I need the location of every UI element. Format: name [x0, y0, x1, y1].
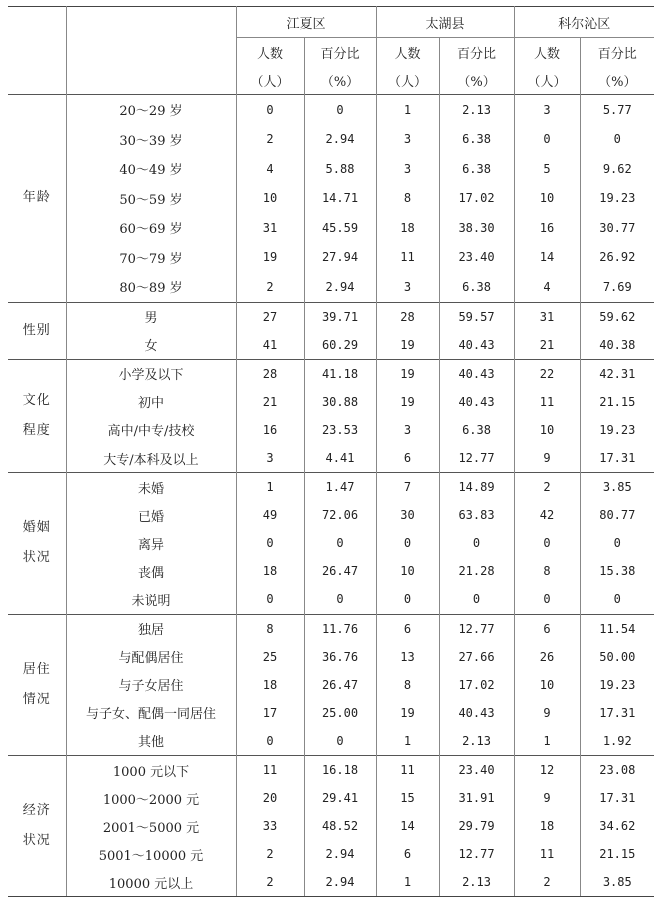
percent-cell: 23.08: [580, 756, 654, 785]
table-row: [8, 727, 654, 756]
percent-cell: 39.71: [304, 302, 376, 331]
count-cell: 3: [376, 154, 439, 184]
percent-cell: 80.77: [599, 508, 636, 523]
subcategory-label: 离异: [66, 529, 236, 557]
subcategory-label: 独居: [66, 614, 236, 643]
count-cell: 16: [236, 416, 304, 444]
subcategory-label: 初中: [66, 388, 236, 416]
count-cell: 3: [376, 272, 439, 302]
count-cell: 6: [376, 444, 439, 473]
percent-cell: 30.77: [599, 220, 636, 235]
count-cell: 9: [514, 444, 580, 473]
percent-cell: 48.52: [304, 812, 376, 840]
percent-cell: 59.57: [439, 302, 514, 331]
count-cell: 1: [514, 727, 580, 756]
count-header: 人数: [236, 38, 304, 67]
percent-cell: 12.77: [439, 444, 514, 473]
percent-cell: 4.41: [304, 444, 376, 473]
percent-cell: 30.88: [304, 388, 376, 416]
count-cell: 19: [236, 243, 304, 273]
table-row: [8, 359, 654, 388]
count-cell: 10: [514, 671, 580, 699]
count-cell: 31: [514, 302, 580, 331]
table-row: [8, 557, 654, 585]
percent-cell: 21.28: [439, 557, 514, 585]
count-cell: 1: [236, 473, 304, 502]
table-row: [8, 585, 654, 614]
table-row: [8, 416, 654, 444]
percent-unit: （%）: [439, 66, 514, 95]
category-label: [8, 95, 66, 303]
percent-cell: 42.31: [580, 359, 654, 388]
count-cell: 11: [514, 840, 580, 868]
count-cell: 8: [376, 671, 439, 699]
percent-cell: 17.02: [439, 184, 514, 214]
percent-cell: 26.47: [304, 671, 376, 699]
table-row: [8, 444, 654, 473]
percent-cell: 12.77: [439, 614, 514, 643]
table-row: [8, 272, 654, 302]
percent-cell: 27.94: [304, 243, 376, 273]
percent-cell: 15.38: [599, 564, 636, 579]
percent-cell: 2.13: [439, 95, 514, 125]
percent-cell: 0: [613, 536, 621, 551]
percent-cell: 19.23: [599, 422, 636, 437]
percent-cell: 45.59: [304, 213, 376, 243]
table-body: [8, 95, 654, 897]
header-blank-cell: [8, 7, 66, 95]
percent-cell: 5.88: [304, 154, 376, 184]
table-row: [8, 154, 654, 184]
count-unit: （人）: [376, 66, 439, 95]
category-label-line: 年龄: [22, 190, 51, 206]
percent-cell: 6.38: [439, 154, 514, 184]
demographics-table: [8, 6, 654, 897]
count-cell: 8: [236, 614, 304, 643]
subcategory-label: 小学及以下: [66, 359, 236, 388]
subcategory-label: 未婚: [66, 473, 236, 502]
count-cell: 0: [236, 529, 304, 557]
count-cell: 17: [236, 699, 304, 727]
count-cell: 2: [514, 868, 580, 897]
table-row: [8, 243, 654, 273]
percent-cell: 21.15: [599, 847, 636, 862]
percent-cell: 12.77: [439, 840, 514, 868]
count-cell: 15: [376, 784, 439, 812]
region-header: 江夏区: [236, 7, 376, 38]
percent-header: 百分比: [439, 38, 514, 67]
percent-cell: 0: [304, 585, 376, 614]
count-cell: 0: [236, 95, 304, 125]
count-cell: 3: [376, 416, 439, 444]
percent-cell: 40.43: [439, 388, 514, 416]
percent-cell: 19.23: [599, 677, 636, 692]
count-cell: 0: [236, 727, 304, 756]
percent-cell: 17.31: [599, 791, 636, 806]
category-label-line: 文化: [22, 392, 51, 408]
table-row: [8, 473, 654, 502]
count-cell: 2: [236, 125, 304, 155]
percent-cell: 23.40: [439, 756, 514, 785]
category-label-line: 经济: [22, 803, 51, 819]
percent-cell: 23.40: [439, 243, 514, 273]
category-label: [8, 359, 66, 472]
subcategory-label: 30～39 岁: [66, 125, 236, 155]
count-cell: 27: [236, 302, 304, 331]
percent-cell: 26.47: [304, 557, 376, 585]
count-cell: 7: [376, 473, 439, 502]
percent-cell: 2.94: [304, 868, 376, 897]
subcategory-label: 80～89 岁: [66, 272, 236, 302]
percent-cell: 2.13: [439, 868, 514, 897]
percent-header: 百分比: [597, 46, 637, 62]
count-unit: （人）: [514, 66, 580, 95]
count-header: 人数: [376, 38, 439, 67]
count-cell: 0: [236, 585, 304, 614]
category-label-line: 性别: [22, 322, 51, 338]
percent-cell: 0: [304, 727, 376, 756]
subcategory-label: 10000 元以上: [66, 868, 236, 897]
count-cell: 16: [514, 213, 580, 243]
percent-cell: 6.38: [439, 416, 514, 444]
subcategory-label: 1000～2000 元: [66, 784, 236, 812]
percent-cell: 0: [304, 95, 376, 125]
subcategory-label: 其他: [66, 727, 236, 756]
count-cell: 19: [376, 359, 439, 388]
count-unit: （人）: [236, 66, 304, 95]
percent-cell: 40.43: [439, 359, 514, 388]
percent-cell: 23.53: [304, 416, 376, 444]
percent-cell: 9.62: [602, 161, 632, 176]
percent-cell: 59.62: [580, 302, 654, 331]
table-row: [8, 614, 654, 643]
count-cell: 30: [376, 501, 439, 529]
count-cell: 2: [514, 473, 580, 502]
percent-cell: 41.18: [304, 359, 376, 388]
count-cell: 3: [236, 444, 304, 473]
category-label: [8, 614, 66, 755]
percent-cell: 72.06: [304, 501, 376, 529]
table-row: [8, 812, 654, 840]
table-row: [8, 184, 654, 214]
subcategory-label: 大专/本科及以上: [66, 444, 236, 473]
category-label-line: 状况: [22, 833, 51, 849]
percent-cell: 2.94: [304, 125, 376, 155]
count-cell: 25: [236, 643, 304, 671]
count-cell: 0: [376, 529, 439, 557]
percent-cell: 31.91: [439, 784, 514, 812]
percent-cell: 38.30: [439, 213, 514, 243]
percent-cell: 2.94: [304, 272, 376, 302]
percent-cell: 3.85: [580, 868, 654, 897]
count-cell: 13: [376, 643, 439, 671]
count-cell: 2: [236, 272, 304, 302]
count-cell: 11: [376, 243, 439, 273]
percent-cell: 63.83: [439, 501, 514, 529]
subcategory-label: 50～59 岁: [66, 184, 236, 214]
percent-cell: 2.94: [304, 840, 376, 868]
percent-cell: 14.89: [439, 473, 514, 502]
category-label-line: 情况: [22, 691, 51, 707]
percent-cell: 0: [304, 529, 376, 557]
count-cell: 14: [514, 243, 580, 273]
percent-cell: 2.13: [439, 727, 514, 756]
count-cell: 0: [376, 585, 439, 614]
count-cell: 19: [376, 699, 439, 727]
percent-cell: 26.92: [599, 250, 636, 265]
count-cell: 10: [514, 184, 580, 214]
table-row: [8, 868, 654, 897]
count-cell: 10: [236, 184, 304, 214]
count-cell: 6: [376, 840, 439, 868]
count-cell: 31: [236, 213, 304, 243]
subcategory-label: 40～49 岁: [66, 154, 236, 184]
count-cell: 8: [514, 557, 580, 585]
percent-cell: 11.76: [304, 614, 376, 643]
percent-cell: 1.92: [602, 733, 632, 748]
percent-cell: 3.85: [580, 473, 654, 502]
count-cell: 22: [514, 359, 580, 388]
category-label-line: 程度: [22, 422, 51, 438]
subcategory-label: 60～69 岁: [66, 213, 236, 243]
percent-cell: 40.43: [439, 699, 514, 727]
table-row: [8, 125, 654, 155]
category-label-line: 居住: [22, 661, 51, 677]
subcategory-label: 5001～10000 元: [66, 840, 236, 868]
table-row: [8, 671, 654, 699]
percent-cell: 25.00: [304, 699, 376, 727]
count-cell: 9: [514, 699, 580, 727]
percent-cell: 34.62: [599, 819, 636, 834]
count-cell: 8: [376, 184, 439, 214]
count-cell: 3: [376, 125, 439, 155]
count-cell: 0: [514, 529, 580, 557]
percent-header: 百分比: [304, 38, 376, 67]
percent-cell: 29.41: [304, 784, 376, 812]
table-row: [8, 331, 654, 360]
subcategory-label: 高中/中专/技校: [66, 416, 236, 444]
table-row: [8, 840, 654, 868]
percent-cell: 60.29: [304, 331, 376, 360]
count-cell: 19: [376, 388, 439, 416]
count-cell: 18: [376, 213, 439, 243]
count-cell: 11: [514, 388, 580, 416]
percent-cell: 7.69: [602, 279, 632, 294]
percent-cell: 17.31: [599, 451, 636, 466]
count-cell: 10: [514, 416, 580, 444]
subcategory-label: 20～29 岁: [66, 95, 236, 125]
count-cell: 18: [236, 671, 304, 699]
count-cell: 28: [236, 359, 304, 388]
category-label: [8, 473, 66, 614]
category-label-line: 婚姻: [22, 520, 51, 536]
percent-unit: （%）: [304, 66, 376, 95]
subcategory-label: 与子女居住: [66, 671, 236, 699]
percent-cell: 0: [613, 592, 621, 607]
percent-cell: 17.02: [439, 671, 514, 699]
table-row: [8, 784, 654, 812]
table-row: [8, 529, 654, 557]
percent-unit: （%）: [598, 74, 637, 90]
count-cell: 12: [514, 756, 580, 785]
count-cell: 11: [236, 756, 304, 785]
percent-cell: 36.76: [304, 643, 376, 671]
percent-cell: 17.31: [599, 705, 636, 720]
count-cell: 10: [376, 557, 439, 585]
count-cell: 28: [376, 302, 439, 331]
count-cell: 3: [514, 95, 580, 125]
count-cell: 4: [236, 154, 304, 184]
percent-cell: 16.18: [304, 756, 376, 785]
count-cell: 0: [514, 125, 580, 155]
count-cell: 1: [376, 727, 439, 756]
table-row: [8, 756, 654, 785]
count-cell: 4: [514, 272, 580, 302]
percent-cell: 14.71: [304, 184, 376, 214]
subcategory-label: 未说明: [66, 585, 236, 614]
count-cell: 21: [236, 388, 304, 416]
table-row: [8, 302, 654, 331]
subcategory-label: 与配偶居住: [66, 643, 236, 671]
percent-cell: 27.66: [439, 643, 514, 671]
count-cell: 19: [376, 331, 439, 360]
category-label: [8, 756, 66, 897]
count-cell: 20: [236, 784, 304, 812]
table-header: [8, 7, 654, 95]
count-cell: 42: [514, 501, 580, 529]
table-row: [8, 95, 654, 125]
table-row: [8, 213, 654, 243]
count-cell: 6: [376, 614, 439, 643]
percent-cell: 1.47: [304, 473, 376, 502]
table-row: [8, 388, 654, 416]
category-label-line: 状况: [22, 550, 51, 566]
percent-cell: 19.23: [599, 191, 636, 206]
subcategory-label: 2001～5000 元: [66, 812, 236, 840]
percent-cell: 6.38: [439, 125, 514, 155]
percent-cell: 29.79: [439, 812, 514, 840]
percent-cell: 0: [439, 529, 514, 557]
count-cell: 21: [514, 331, 580, 360]
subcategory-label: 女: [66, 331, 236, 360]
category-label: [8, 302, 66, 359]
percent-cell: 40.43: [439, 331, 514, 360]
subcategory-label: 1000 元以下: [66, 756, 236, 785]
subcategory-label: 与子女、配偶一同居住: [66, 699, 236, 727]
count-cell: 26: [514, 643, 580, 671]
percent-cell: 40.38: [599, 337, 636, 352]
table-row: [8, 501, 654, 529]
count-cell: 18: [236, 557, 304, 585]
percent-cell: 0: [613, 132, 621, 147]
count-cell: 2: [236, 868, 304, 897]
subcategory-label: 70～79 岁: [66, 243, 236, 273]
count-cell: 33: [236, 812, 304, 840]
count-header: 人数: [514, 38, 580, 67]
percent-cell: 11.54: [580, 614, 654, 643]
count-cell: 6: [514, 614, 580, 643]
header-blank-cell: [66, 7, 236, 95]
subcategory-label: 丧偶: [66, 557, 236, 585]
region-header: 科尔沁区: [514, 7, 654, 38]
subcategory-label: 已婚: [66, 501, 236, 529]
region-header: 太湖县: [376, 7, 514, 38]
percent-cell: 21.15: [599, 394, 636, 409]
subcategory-label: 男: [66, 302, 236, 331]
percent-cell: 6.38: [439, 272, 514, 302]
percent-cell: 50.00: [599, 649, 636, 664]
count-cell: 41: [236, 331, 304, 360]
count-cell: 18: [514, 812, 580, 840]
count-cell: 1: [376, 868, 439, 897]
count-cell: 11: [376, 756, 439, 785]
count-cell: 9: [514, 784, 580, 812]
table-row: [8, 643, 654, 671]
count-cell: 5: [514, 154, 580, 184]
count-cell: 49: [236, 501, 304, 529]
count-cell: 2: [236, 840, 304, 868]
table-row: [8, 699, 654, 727]
percent-cell: 0: [439, 585, 514, 614]
count-cell: 0: [514, 585, 580, 614]
percent-cell: 5.77: [580, 95, 654, 125]
count-cell: 14: [376, 812, 439, 840]
count-cell: 1: [376, 95, 439, 125]
